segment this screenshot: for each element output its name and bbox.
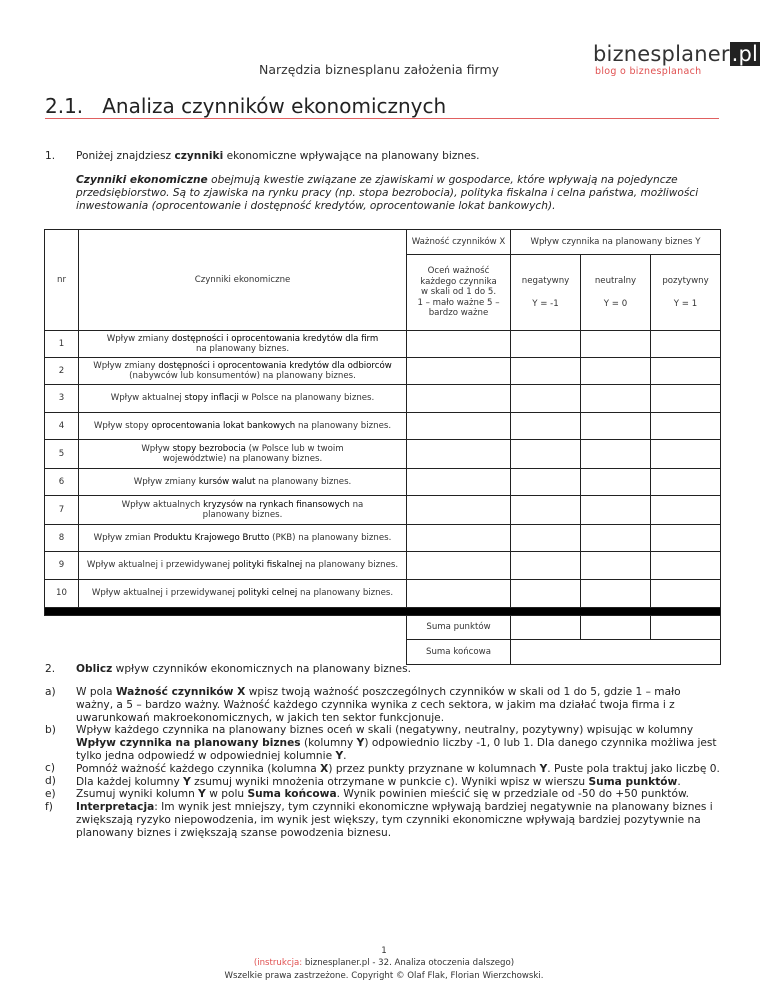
row-factor	[79, 413, 407, 440]
text: W pola	[76, 686, 116, 698]
input-positive[interactable]	[651, 469, 721, 496]
label-f: f)	[45, 801, 53, 813]
row-factor	[79, 496, 407, 525]
footer-instruction	[0, 958, 768, 968]
row-nr: 1	[45, 331, 79, 358]
table-row	[45, 358, 721, 385]
input-positive[interactable]	[651, 496, 721, 525]
row-text: na planowany biznes.	[202, 499, 364, 520]
table-row	[45, 413, 721, 440]
row-keyword: polityki fiskalnej	[232, 560, 303, 571]
sum-positive-input[interactable]	[651, 616, 721, 640]
text: Dla każdej kolumny	[76, 775, 184, 788]
row-text: (nabywców lub konsumentów) na planowany biznes.	[129, 371, 356, 381]
text: .	[677, 775, 681, 788]
text-bold: Suma końcowa	[247, 788, 337, 801]
item2-bold: Oblicz	[76, 663, 113, 675]
text: zsumuj wyniki mnożenia otrzymane w punkcie c). Wyniki wpisz w wierszu	[190, 775, 589, 788]
input-negative[interactable]	[511, 413, 581, 440]
input-negative[interactable]	[511, 496, 581, 525]
text: w polu	[205, 788, 248, 801]
sum-points-row	[45, 616, 721, 640]
list-labels	[45, 686, 56, 814]
row-factor	[79, 525, 407, 552]
item1-text-b: czynniki	[174, 150, 224, 162]
input-x[interactable]	[407, 385, 511, 413]
header-title: Narzędzia biznesplanu założenia firmy	[259, 62, 500, 77]
input-neutral[interactable]	[581, 580, 651, 608]
row-keyword: dostępności i oprocentowania kredytów dla odbiorców	[158, 360, 392, 371]
input-negative[interactable]	[511, 440, 581, 469]
separator-row	[45, 608, 721, 616]
text-bold: Ważność czynników X	[115, 686, 246, 698]
logo[interactable]	[593, 42, 760, 66]
header-importance-desc: Oceń ważność każdego czynnika w skali od 1 do 5. 1 – mało ważne 5 – bardzo ważne	[407, 255, 511, 331]
page-number: 1	[381, 946, 387, 956]
row-text: Wpływ	[141, 443, 173, 454]
item1-number: 1.	[45, 150, 56, 162]
label-c: c)	[45, 762, 55, 774]
row-text: Wpływ aktualnej i przewidywanej	[86, 560, 233, 571]
sum-negative-input[interactable]	[511, 616, 581, 640]
table-row	[45, 469, 721, 496]
label-b: b)	[45, 724, 56, 736]
input-negative[interactable]	[511, 469, 581, 496]
header-negative	[511, 255, 581, 331]
factors-definition	[76, 174, 706, 213]
row-nr: 6	[45, 469, 79, 496]
text-bold: Y	[539, 762, 548, 775]
text: : Im wynik jest mniejszy, tym czynniki ekonomiczne wpływają bardziej negatywnie na planowany biznes i zwiększają ryzyko niepowodzenia, im wynik jest większy, tym czynniki ekonomiczne wpływają bardziej pozytywnie na planowany biznes i zwiększają szanse powodzenia biznesu.	[76, 801, 713, 839]
item1-text-a: Poniżej znajdziesz	[76, 150, 175, 162]
input-negative[interactable]	[511, 580, 581, 608]
input-x[interactable]	[407, 552, 511, 580]
label-e: e)	[45, 788, 56, 800]
text: .	[343, 749, 347, 762]
row-text: (w Polsce lub w twoim województwie) na planowany biznes.	[162, 443, 344, 464]
text-bold: Y	[335, 749, 344, 762]
row-text: Wpływ zmiany	[133, 476, 199, 487]
text-bold: Interpretacja	[76, 801, 155, 814]
logo-tld: .pl	[731, 42, 759, 66]
row-nr: 5	[45, 440, 79, 469]
row-keyword: kursów walut	[198, 476, 256, 487]
row-keyword: stopy bezrobocia	[172, 443, 246, 454]
factors-table	[44, 229, 721, 665]
input-negative[interactable]	[511, 385, 581, 413]
separator-bar	[45, 608, 721, 616]
input-x[interactable]	[407, 580, 511, 608]
input-neutral[interactable]	[581, 413, 651, 440]
input-x[interactable]	[407, 469, 511, 496]
instruction-e	[76, 788, 721, 801]
text: (kolumny	[300, 737, 357, 750]
text: ) przez punkty przyznane w kolumnach	[328, 762, 540, 775]
neutral-label: neutralny	[594, 275, 637, 286]
row-text: na planowany biznes.	[255, 476, 352, 487]
row-text: Wpływ stopy	[93, 420, 152, 431]
row-keyword: oprocentowania lokat bankowych	[151, 420, 296, 431]
input-positive[interactable]	[651, 552, 721, 580]
row-keyword: stopy inflacji	[184, 393, 239, 404]
row-text: w Polsce na planowany biznes.	[238, 393, 375, 404]
negative-value: Y = -1	[532, 299, 559, 309]
text: . Wynik powinien mieścić się w przedziale od -50 do +50 punktów.	[336, 788, 690, 801]
text-bold: Suma punktów	[588, 775, 678, 788]
input-neutral[interactable]	[581, 358, 651, 385]
sum-final-row	[45, 640, 721, 665]
footer-instr-text: biznesplaner.pl - 32. Analiza otoczenia dalszego)	[302, 958, 515, 968]
row-factor	[79, 580, 407, 608]
input-positive[interactable]	[651, 440, 721, 469]
input-positive[interactable]	[651, 580, 721, 608]
input-neutral[interactable]	[581, 552, 651, 580]
row-nr: 8	[45, 525, 79, 552]
row-text: na planowany biznes.	[302, 560, 399, 571]
row-nr: 7	[45, 496, 79, 525]
header-importance-x: Ważność czynników X	[407, 230, 511, 255]
text: . Puste pola traktuj jako liczbę 0.	[547, 762, 720, 775]
instruction-f	[76, 801, 721, 839]
input-neutral[interactable]	[581, 469, 651, 496]
definition-text: obejmują kwestie związane ze zjawiskami w gospodarce, które wpływają na pojedyncze przedsiębiorstwo. Są to zjawiska na rynku pracy (np. stopa bezrobocia), polityka fiskalna i celna państwa, możliwości inwestowania (oprocentowanie i dostępność kredytów, oprocentowanie lokat bankowych).	[76, 174, 699, 212]
text: ) odpowiednio liczby -1, 0 lub 1. Dla danego czynnika możliwa jest tylko jedna odpowiedź w odpowiedniej kolumnie	[76, 737, 717, 762]
row-text: na planowany biznes.	[195, 344, 290, 354]
input-neutral[interactable]	[581, 331, 651, 358]
sum-final-label: Suma końcowa	[407, 640, 511, 665]
table-row	[45, 496, 721, 525]
row-text: Wpływ aktualnych	[121, 499, 204, 510]
text-bold: Y	[356, 737, 365, 750]
row-text: Wpływ zmiany	[106, 333, 172, 344]
footer-instr-label: (instrukcja:	[253, 958, 303, 968]
logo-text: biznesplaner	[593, 42, 730, 66]
input-neutral[interactable]	[581, 525, 651, 552]
row-text: Wpływ zmiany	[93, 360, 159, 371]
logo-tagline: blog o biznesplanach	[595, 66, 702, 77]
neutral-value: Y = 0	[603, 299, 628, 309]
blank-cell	[45, 616, 407, 640]
sum-points-label: Suma punktów	[407, 616, 511, 640]
input-positive[interactable]	[651, 385, 721, 413]
input-x[interactable]	[407, 525, 511, 552]
negative-label: negatywny	[521, 275, 570, 286]
row-nr: 10	[45, 580, 79, 608]
table-row	[45, 331, 721, 358]
positive-label: pozytywny	[662, 275, 709, 286]
row-factor	[79, 440, 407, 469]
input-neutral[interactable]	[581, 440, 651, 469]
item2-number: 2.	[45, 663, 56, 675]
row-nr: 4	[45, 413, 79, 440]
input-neutral[interactable]	[581, 385, 651, 413]
table-row	[45, 580, 721, 608]
row-text: na planowany biznes.	[295, 420, 392, 431]
sum-final-input[interactable]	[511, 640, 721, 665]
instructions-list	[76, 686, 721, 840]
section-number: 2.1.	[45, 94, 84, 118]
instruction-d	[76, 776, 721, 789]
section-title: Analiza czynników ekonomicznych	[102, 94, 447, 118]
input-x[interactable]	[407, 413, 511, 440]
input-positive[interactable]	[651, 413, 721, 440]
label-d: d)	[45, 775, 56, 787]
text-bold: Y	[183, 775, 191, 788]
text: wpisz twoją ważność poszczególnych czynników w skali od 1 do 5, gdzie 1 – mało ważny, a 5 – bardzo ważny. Ważność każdego czynnika wynika z cech sektora, w jakim ma działać twoja firma i z uwarunkowań makroekonomicznych, w jakich ten sektor funkcjonuje.	[76, 686, 681, 724]
row-factor	[79, 469, 407, 496]
row-nr: 2	[45, 358, 79, 385]
row-text: (PKB) na planowany biznes.	[269, 532, 392, 543]
blank-cell	[45, 640, 407, 665]
row-factor	[79, 358, 407, 385]
input-positive[interactable]	[651, 331, 721, 358]
table-row	[45, 440, 721, 469]
row-nr: 9	[45, 552, 79, 580]
header-factors: Czynniki ekonomiczne	[79, 230, 407, 331]
input-x[interactable]	[407, 331, 511, 358]
input-negative[interactable]	[511, 552, 581, 580]
row-factor	[79, 385, 407, 413]
input-x[interactable]	[407, 440, 511, 469]
item2-rest: wpływ czynników ekonomicznych na planowany biznes.	[112, 663, 411, 675]
label-a: a)	[45, 686, 56, 698]
row-factor	[79, 552, 407, 580]
text: Zsumuj wyniki kolumn	[76, 788, 199, 801]
row-text: Wpływ aktualnej	[110, 393, 185, 404]
text: Wpływ każdego czynnika na planowany biznes oceń w skali (negatywny, neutralny, pozytywny) wpisując w kolumny	[76, 724, 694, 737]
row-text: Wpływ aktualnej i przewidywanej	[91, 588, 238, 599]
section-heading	[45, 94, 446, 118]
row-keyword: Produktu Krajowego Brutto	[153, 532, 270, 543]
row-keyword: dostępności i oprocentowania kredytów dla firm	[171, 333, 379, 344]
definition-term: Czynniki ekonomiczne	[76, 174, 208, 186]
table-row	[45, 525, 721, 552]
instruction-c	[76, 763, 721, 776]
row-nr: 3	[45, 385, 79, 413]
input-positive[interactable]	[651, 525, 721, 552]
row-keyword: kryzysów na rynkach finansowych	[203, 499, 350, 510]
text-bold: Y	[198, 788, 206, 801]
header-nr: nr	[45, 230, 79, 331]
instruction-a	[76, 686, 721, 724]
sum-neutral-input[interactable]	[581, 616, 651, 640]
text: Pomnóż ważność każdego czynnika (kolumna	[76, 762, 321, 775]
input-positive[interactable]	[651, 358, 721, 385]
row-factor	[79, 331, 407, 358]
text-bold: Wpływ czynnika na planowany biznes	[76, 737, 301, 750]
row-text: na planowany biznes.	[297, 588, 394, 599]
header-impact-y: Wpływ czynnika na planowany biznes Y	[511, 230, 721, 255]
row-text: Wpływ zmian	[93, 532, 154, 543]
input-x[interactable]	[407, 496, 511, 525]
item1-text-c: ekonomiczne wpływające na planowany biznes.	[223, 150, 480, 162]
header-neutral	[581, 255, 651, 331]
text-bold: X	[320, 762, 329, 775]
table-row	[45, 385, 721, 413]
input-negative[interactable]	[511, 525, 581, 552]
instruction-b	[76, 724, 721, 762]
footer-copyright: Wszelkie prawa zastrzeżone. Copyright © Olaf Flak, Florian Wierzchowski.	[224, 971, 544, 981]
header-positive	[651, 255, 721, 331]
item2-text	[76, 663, 411, 676]
input-x[interactable]	[407, 358, 511, 385]
heading-underline	[45, 118, 719, 119]
input-negative[interactable]	[511, 358, 581, 385]
row-keyword: polityki celnej	[237, 588, 298, 599]
input-neutral[interactable]	[581, 496, 651, 525]
positive-value: Y = 1	[673, 299, 698, 309]
item1-text	[76, 150, 480, 163]
table-row	[45, 552, 721, 580]
input-negative[interactable]	[511, 331, 581, 358]
